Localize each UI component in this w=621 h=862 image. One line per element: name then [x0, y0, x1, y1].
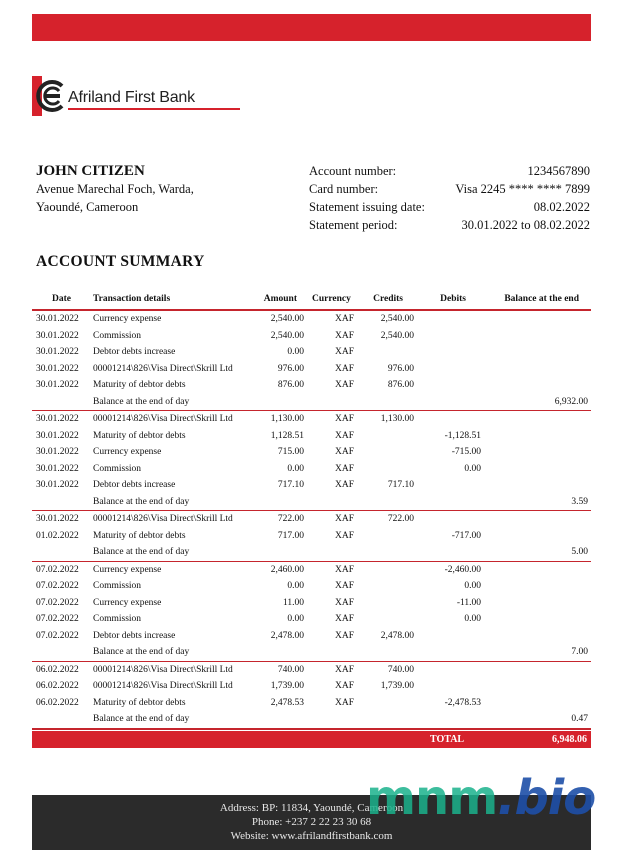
cell-balance: 5.00 — [571, 547, 588, 557]
statement-period-value: 30.01.2022 to 08.02.2022 — [461, 218, 590, 232]
cell-credits: 717.10 — [387, 480, 414, 490]
cell-currency: XAF — [335, 514, 355, 524]
cell-details: Commission — [93, 463, 142, 474]
cell-date: 30.01.2022 — [36, 330, 79, 341]
cell-balance: 7.00 — [571, 647, 588, 657]
balance-row — [32, 644, 591, 662]
watermark-part2: .bio — [497, 770, 596, 826]
account-number-label: Account number: — [309, 164, 397, 178]
table-row — [32, 695, 591, 712]
footer-website: Website: www.afrilandfirstbank.com — [230, 830, 393, 842]
table-row — [32, 528, 591, 545]
table-row — [32, 477, 591, 494]
header-amount: Amount — [263, 294, 297, 304]
cell-amount: 2,540.00 — [270, 314, 304, 324]
cell-details: Balance at the end of day — [93, 396, 190, 407]
statement-date-value: 08.02.2022 — [533, 200, 590, 214]
cell-currency: XAF — [335, 564, 355, 575]
customer-address-line2: Yaoundé, Cameroon — [36, 200, 139, 214]
balance-row — [32, 544, 591, 562]
table-body — [32, 311, 591, 730]
cell-details: Currency expense — [93, 597, 162, 608]
cell-date: 30.01.2022 — [36, 380, 79, 390]
cell-debits: -1,128.51 — [444, 430, 481, 441]
watermark — [366, 770, 595, 826]
cell-amount: 1,128.51 — [270, 430, 304, 441]
bank-logo-icon — [32, 76, 64, 116]
cell-amount: 0.00 — [287, 347, 304, 357]
card-number-label: Card number: — [309, 182, 379, 196]
cell-currency: XAF — [335, 347, 355, 357]
cell-amount: 976.00 — [277, 363, 304, 374]
total-row — [32, 731, 591, 748]
cell-details: Balance at the end of day — [93, 547, 190, 557]
cell-currency: XAF — [335, 597, 355, 608]
cell-details: Debtor debts increase — [93, 630, 176, 641]
cell-details: Currency expense — [93, 447, 162, 457]
header-date: Date — [52, 294, 71, 304]
cell-details: Balance at the end of day — [93, 714, 190, 724]
cell-credits: 722.00 — [387, 514, 414, 524]
balance-row — [32, 394, 591, 412]
cell-amount: 2,478.00 — [270, 630, 304, 641]
cell-debits: -11.00 — [456, 597, 481, 608]
cell-details: Debtor debts increase — [93, 347, 176, 357]
cell-details: 00001214\826\Visa Direct\Skrill Ltd — [93, 664, 233, 675]
header-red-bar — [32, 14, 591, 41]
cell-balance: 0.47 — [571, 714, 588, 724]
cell-date: 30.01.2022 — [36, 480, 79, 490]
cell-amount: 0.00 — [287, 463, 304, 474]
cell-balance: 6,932.00 — [554, 396, 588, 407]
cell-amount: 717.00 — [277, 530, 304, 541]
cell-currency: XAF — [335, 664, 355, 675]
cell-amount: 722.00 — [277, 514, 304, 524]
cell-amount: 876.00 — [277, 380, 304, 390]
customer-name: JOHN CITIZEN — [36, 163, 145, 179]
cell-date: 07.02.2022 — [36, 630, 79, 641]
cell-amount: 717.10 — [277, 480, 304, 490]
cell-currency: XAF — [335, 581, 355, 591]
cell-date: 07.02.2022 — [36, 597, 79, 608]
cell-details: Balance at the end of day — [93, 496, 190, 507]
cell-date: 30.01.2022 — [36, 514, 79, 524]
cell-currency: XAF — [335, 430, 355, 441]
cell-details: Balance at the end of day — [93, 647, 190, 657]
bank-logo — [32, 76, 212, 116]
customer-address-line1: Avenue Marechal Foch, Warda, — [36, 182, 194, 196]
cell-credits: 2,540.00 — [380, 330, 414, 341]
cell-currency: XAF — [335, 480, 355, 490]
cell-details: Maturity of debtor debts — [93, 380, 186, 390]
cell-date: 07.02.2022 — [36, 581, 79, 591]
table-row — [32, 678, 591, 695]
watermark-part1: mnm — [366, 770, 498, 826]
cell-currency: XAF — [335, 447, 355, 457]
cell-currency: XAF — [335, 681, 355, 691]
cell-amount: 1,739.00 — [270, 681, 304, 691]
cell-details: Currency expense — [93, 314, 162, 324]
table-row — [32, 511, 591, 528]
header-credits: Credits — [373, 294, 403, 304]
table-row — [32, 611, 591, 628]
cell-amount: 2,478.53 — [270, 697, 304, 708]
cell-currency: XAF — [335, 330, 355, 341]
cell-debits: -2,478.53 — [444, 697, 481, 708]
cell-debits: -715.00 — [451, 447, 481, 457]
header-details: Transaction details — [93, 294, 171, 304]
cell-credits: 876.00 — [387, 380, 414, 390]
cell-date: 01.02.2022 — [36, 530, 79, 541]
table-row — [32, 328, 591, 345]
cell-currency: XAF — [335, 363, 355, 374]
account-number-value: 1234567890 — [527, 164, 590, 178]
cell-credits: 1,739.00 — [380, 681, 414, 691]
cell-details: Currency expense — [93, 564, 162, 575]
cell-date: 30.01.2022 — [36, 347, 79, 357]
cell-date: 06.02.2022 — [36, 664, 79, 675]
table-header — [32, 290, 591, 311]
cell-amount: 715.00 — [277, 447, 304, 457]
logo-underline — [68, 108, 240, 110]
cell-details: Maturity of debtor debts — [93, 530, 186, 541]
footer-phone: Phone: +237 2 22 23 30 68 — [251, 816, 372, 828]
cell-details: 00001214\826\Visa Direct\Skrill Ltd — [93, 514, 233, 524]
cell-credits: 1,130.00 — [380, 414, 414, 424]
table-row — [32, 595, 591, 612]
cell-currency: XAF — [335, 630, 355, 641]
balance-row — [32, 711, 591, 730]
cell-currency: XAF — [335, 314, 355, 324]
statement-date-label: Statement issuing date: — [309, 200, 425, 214]
cell-debits: 0.00 — [464, 463, 481, 474]
cell-debits: -2,460.00 — [444, 564, 481, 575]
cell-credits: 740.00 — [387, 664, 414, 675]
cell-currency: XAF — [335, 697, 355, 708]
cell-details: 00001214\826\Visa Direct\Skrill Ltd — [93, 414, 233, 424]
cell-date: 07.02.2022 — [36, 564, 79, 575]
table-row — [32, 628, 591, 645]
cell-debits: -717.00 — [451, 530, 481, 541]
table-row — [32, 578, 591, 595]
cell-date: 30.01.2022 — [36, 314, 79, 324]
cell-date: 30.01.2022 — [36, 463, 79, 474]
cell-date: 30.01.2022 — [36, 414, 79, 424]
cell-details: Commission — [93, 330, 142, 341]
cell-currency: XAF — [335, 380, 355, 390]
card-number-value: Visa 2245 **** **** 7899 — [455, 182, 590, 196]
statement-period-label: Statement period: — [309, 218, 398, 232]
cell-date: 30.01.2022 — [36, 363, 79, 374]
cell-details: Maturity of debtor debts — [93, 430, 186, 441]
cell-date: 30.01.2022 — [36, 447, 79, 457]
cell-currency: XAF — [335, 463, 355, 474]
cell-amount: 11.00 — [282, 597, 304, 608]
cell-amount: 740.00 — [277, 664, 304, 675]
cell-currency: XAF — [335, 614, 355, 624]
account-summary-title: ACCOUNT SUMMARY — [36, 253, 205, 270]
table-row — [32, 411, 591, 428]
table-row — [32, 377, 591, 394]
cell-credits: 976.00 — [387, 363, 414, 374]
cell-amount: 1,130.00 — [270, 414, 304, 424]
cell-credits: 2,478.00 — [380, 630, 414, 641]
table-row — [32, 311, 591, 328]
cell-currency: XAF — [335, 414, 355, 424]
table-row — [32, 428, 591, 445]
cell-details: Maturity of debtor debts — [93, 697, 186, 708]
table-row — [32, 662, 591, 679]
header-currency: Currency — [312, 294, 351, 304]
cell-details: Debtor debts increase — [93, 480, 176, 490]
cell-amount: 0.00 — [287, 581, 304, 591]
total-label: TOTAL — [430, 733, 465, 745]
header-debits: Debits — [440, 294, 466, 304]
cell-currency: XAF — [335, 530, 355, 541]
total-value: 6,948.06 — [552, 733, 587, 745]
cell-credits: 2,540.00 — [380, 314, 414, 324]
cell-details: Commission — [93, 581, 142, 591]
cell-date: 06.02.2022 — [36, 681, 79, 691]
cell-details: 00001214\826\Visa Direct\Skrill Ltd — [93, 363, 233, 374]
cell-amount: 0.00 — [287, 614, 304, 624]
balance-row — [32, 494, 591, 512]
cell-date: 30.01.2022 — [36, 430, 79, 441]
cell-date: 06.02.2022 — [36, 697, 79, 708]
cell-balance: 3.59 — [571, 496, 588, 507]
cell-amount: 2,540.00 — [270, 330, 304, 341]
header-balance: Balance at the end — [504, 294, 579, 304]
cell-amount: 2,460.00 — [270, 564, 304, 575]
table-row — [32, 344, 591, 361]
bank-name: Afriland First Bank — [68, 89, 195, 106]
table-row — [32, 444, 591, 461]
cell-details: Commission — [93, 614, 142, 624]
table-row — [32, 461, 591, 478]
table-row — [32, 562, 591, 579]
transactions-table — [32, 290, 591, 748]
table-row — [32, 361, 591, 378]
cell-debits: 0.00 — [464, 614, 481, 624]
cell-date: 07.02.2022 — [36, 614, 79, 624]
footer-address: Address: BP: 11834, Yaoundé, Cameroon — [219, 802, 404, 814]
cell-debits: 0.00 — [464, 581, 481, 591]
cell-details: 00001214\826\Visa Direct\Skrill Ltd — [93, 681, 233, 691]
